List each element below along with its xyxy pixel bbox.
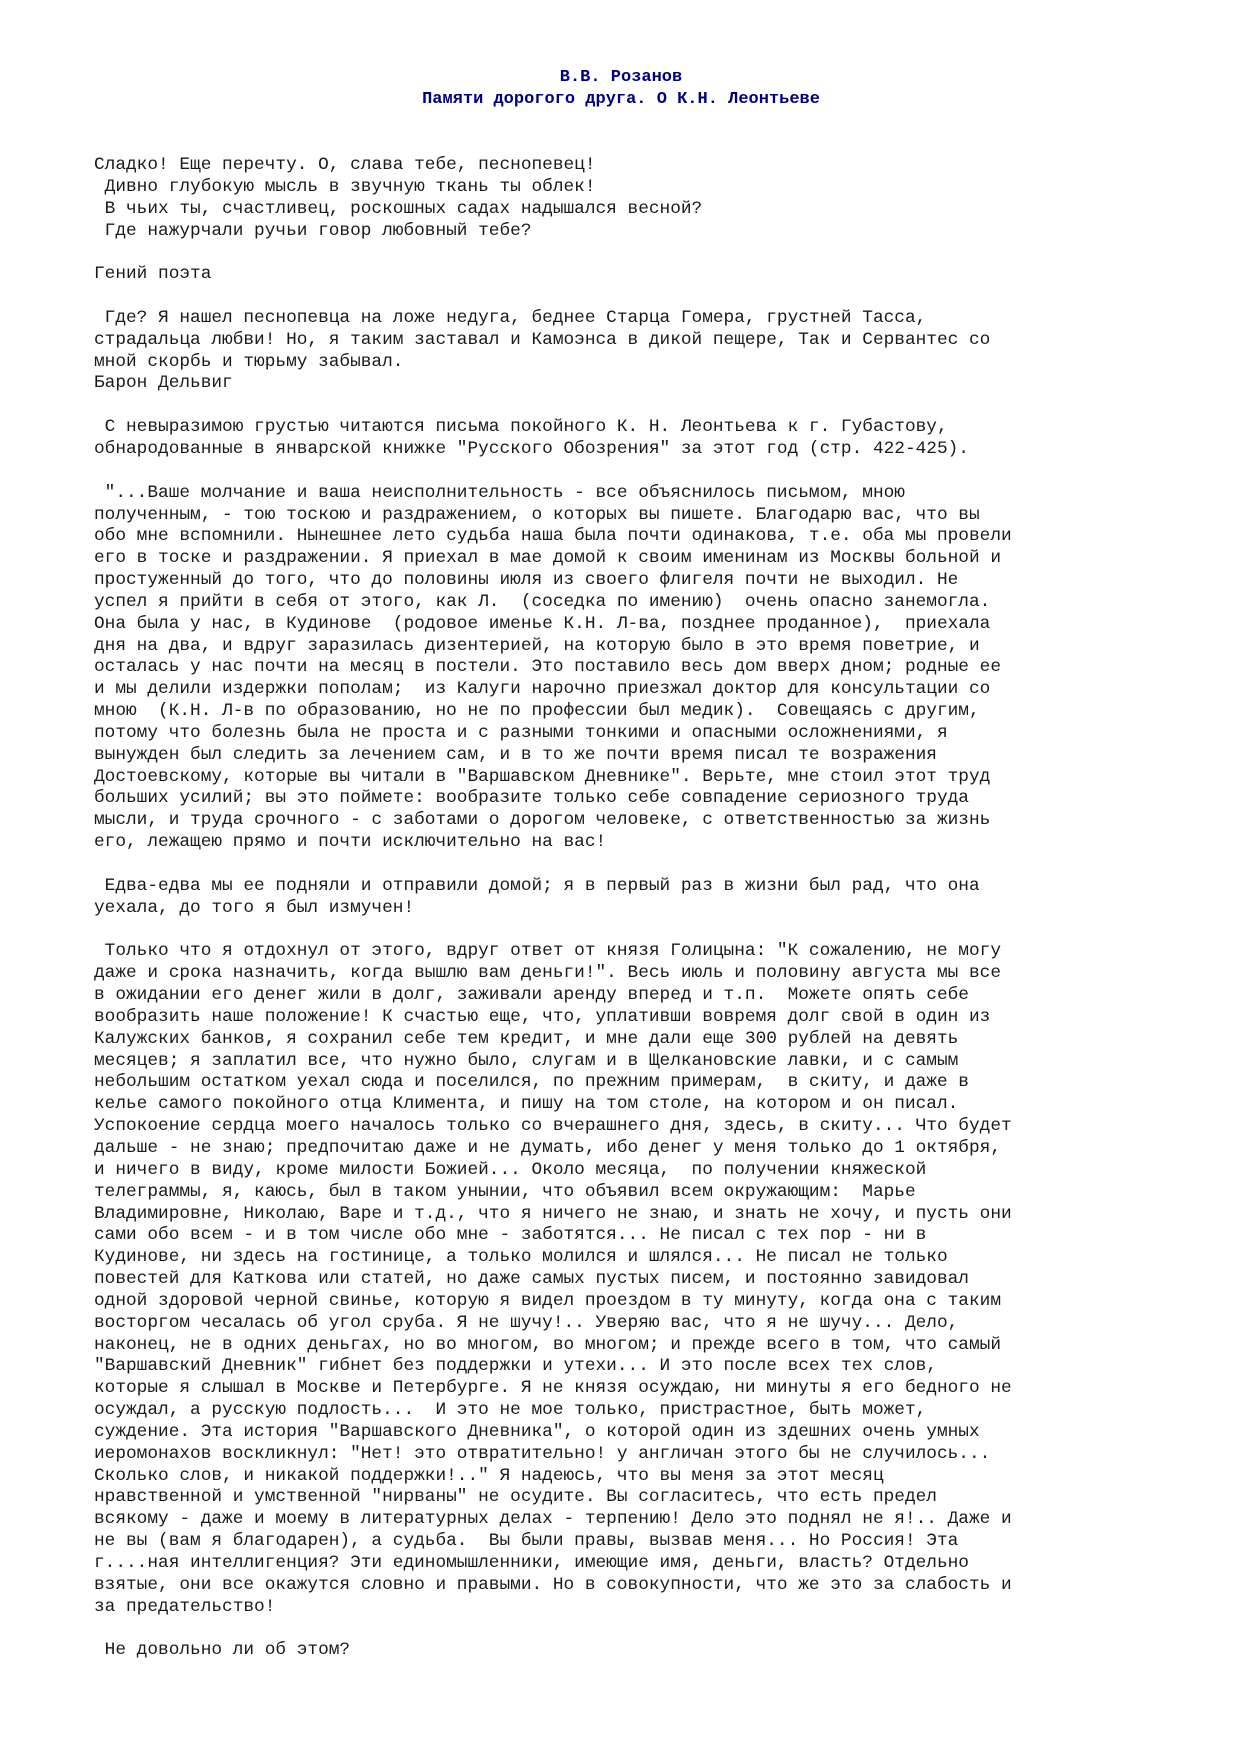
text-line: всякому - даже и моему в литературных делах - терпению! Дело это поднял не я!.. Даже и [94, 1509, 1012, 1530]
paragraph [94, 417, 1214, 461]
paragraph [94, 155, 1214, 242]
text-line: мной скорбь и тюрьму забывал. [94, 351, 404, 372]
text-line: телеграммы, я, каюсь, был в таком унынии, что объявил всем окружающим: Марье [94, 1181, 916, 1202]
text-line: Едва-едва мы ее подняли и отправили домой; я в первый раз в жизни был рад, что она [94, 875, 980, 896]
text-line: одной здоровой черной свинье, которую я видел проездом в ту минуту, когда она с таким [94, 1290, 1001, 1311]
text-line: больших усилий; вы это поймете: вообразите только себе совпадение сериозного труда [94, 788, 969, 809]
text-line: полученным, - тою тоскою и раздражением, о которых вы пишете. Благодарю вас, что вы [94, 504, 980, 525]
text-line: Успокоение сердца моего началось только со вчерашнего дня, здесь, в скиту... Что будет [94, 1116, 1012, 1137]
text-line: осталась у нас почти на месяц в постели. Это поставило весь дом вверх дном; родные ее [94, 657, 1001, 678]
text-line: "Варшавский Дневник" гибнет без поддержки и утехи... И это после всех тех слов, [94, 1356, 937, 1377]
text-line: потому что болезнь была не проста и с разными тонкими и опасными осложнениями, я [94, 722, 948, 743]
text-line: его, лежащею прямо и почти исключительно на вас! [94, 832, 607, 853]
text-line: Сколько слов, и никакой поддержки!.." Я надеюсь, что вы меня за этот месяц [94, 1465, 884, 1486]
document-body [94, 155, 1214, 1684]
text-line: сами обо всем - и в том числе обо мне - заботятся... Не писал с тех пор - ни в [94, 1225, 927, 1246]
text-line: мысли, и труда срочного - с заботами о дорогом человеке, с ответственностью за жизнь [94, 810, 991, 831]
text-line: обнародованные в январской книжке "Русского Обозрения" за этот год (стр. 422-425). [94, 438, 969, 459]
paragraph [94, 941, 1214, 1618]
text-line: вообразить наше положение! К счастью еще, что, уплативши вовремя долг свой в один из [94, 1006, 991, 1027]
text-line: осуждал, а русскую подлость... И это не мое только, пристрастное, быть может, [94, 1400, 927, 1421]
text-line: Не довольно ли об этом? [94, 1640, 351, 1661]
text-line: Она была у нас, в Кудинове (родовое именье К.Н. Л-ва, позднее проданное), приехала [94, 613, 991, 634]
text-line: Где? Я нашел песнопевца на ложе недуга, беднее Старца Гомера, грустней Тасса, [94, 307, 927, 328]
text-line: его в тоске и раздражении. Я приехал в мае домой к своим именинам из Москвы больной и [94, 548, 1001, 569]
paragraph [94, 264, 1214, 286]
text-line: мною (К.Н. Л-в по образованию, но не по профессии был медик). Совещаясь с другим, [94, 701, 980, 722]
text-line: восторгом чесалась об угол сруба. Я не шучу!.. Уверяю вас, что я не шучу... Дело, [94, 1312, 959, 1333]
text-line: иеромонахов воскликнул: "Нет! это отвратительно! у англичан этого бы не случилось... [94, 1443, 991, 1464]
text-line: Где нажурчали ручьи говор любовный тебе? [94, 220, 532, 241]
text-line: Барон Дельвиг [94, 373, 233, 394]
text-line: успел я прийти в себя от этого, как Л. (соседка по имению) очень опасно занемогла. [94, 591, 991, 612]
text-line: дальше - не знаю; предпочитаю даже и не думать, ибо денег у меня только до 1 октября, [94, 1137, 1001, 1158]
text-line: Калужских банков, я сохранил себе тем кредит, и мне дали еще 300 рублей на девять [94, 1028, 959, 1049]
text-line: В чьих ты, счастливец, роскошных садах надышался весной? [94, 198, 703, 219]
text-line: Кудинове, ни здесь на гостинице, а только молился и шлялся... Не писал не только [94, 1247, 948, 1268]
text-line: обо мне вспомнили. Нынешнее лето судьба наша была почти одинакова, т.е. оба мы провели [94, 526, 1012, 547]
paragraph [94, 876, 1214, 920]
text-line: Дивно глубокую мысль в звучную ткань ты облек! [94, 176, 596, 197]
text-line: наконец, не в одних деньгах, но во многом, во многом; и прежде всего в том, что самый [94, 1334, 1001, 1355]
text-line: небольшим остатком уехал сюда и поселился, по прежним примерам, в скиту, и даже в [94, 1072, 969, 1093]
text-line: "...Ваше молчание и ваша неисполнительность - все объяснилось письмом, мною [94, 482, 905, 503]
text-line: страдальца любви! Но, я таким заставал и Камоэнса в дикой пещере, Так и Сервантес со [94, 329, 991, 350]
text-line: дня на два, и вдруг заразилась дизентерией, на которую было в это время поветрие, и [94, 635, 980, 656]
text-line: в ожидании его денег жили в долг, заживали аренду вперед и т.п. Можете опять себе [94, 985, 969, 1006]
text-line: г....ная интеллигенция? Эти единомышленники, имеющие имя, деньги, власть? Отдельно [94, 1553, 969, 1573]
paragraph [94, 483, 1214, 854]
text-line: уехала, до того я был измучен! [94, 897, 415, 918]
text-line: нравственной и умственной "нирваны" не осудите. Вы согласитесь, что есть предел [94, 1487, 937, 1508]
text-line: С невыразимою грустью читаются письма покойного К. Н. Леонтьева к г. Губастову, [94, 417, 948, 438]
text-line: Гений поэта [94, 264, 212, 285]
text-line: которые я слышал в Москве и Петербурге. Я не князя осуждаю, ни минуты я его бедного не [94, 1378, 1012, 1399]
text-line: суждение. Эта история "Варшавского Дневника", о которой один из здешних очень умных [94, 1421, 980, 1442]
text-line: взятые, они все окажутся словно и правыми. Но в совокупности, что же это за слабость и [94, 1574, 1012, 1595]
author-heading: В.В. Розанов [559, 68, 683, 87]
text-line: и ничего в виду, кроме милости Божией... Около месяца, по получении княжеской [94, 1159, 927, 1180]
text-line: повестей для Каткова или статей, но даже самых пустых писем, и постоянно завидовал [94, 1269, 969, 1290]
text-line: Владимировне, Николаю, Варе и т.д., что я ничего не знаю, и знать не хочу, и пусть они [94, 1203, 1012, 1224]
text-line: Только что я отдохнул от этого, вдруг ответ от князя Голицына: "К сожалению, не могу [94, 941, 1001, 962]
text-line: Достоевскому, которые вы читали в "Варшавском Дневнике". Верьте, мне стоил этот труд [94, 766, 991, 787]
text-line: за предательство! [94, 1596, 276, 1617]
text-line: и мы делили издержки пополам; из Калуги нарочно приезжал доктор для консультации со [94, 679, 991, 700]
text-line: простуженный до того, что до половины июля из своего флигеля почти не выходил. Не [94, 570, 959, 591]
paragraph [94, 308, 1214, 395]
text-line: Сладко! Еще перечту. О, слава тебе, песнопевец! [94, 155, 596, 175]
article-title: Памяти дорогого друга. О К.Н. Леонтьеве [422, 90, 820, 109]
text-line: не вы (вам я благодарен), а судьба. Вы были правы, вызвав меня... Но Россия! Эта [94, 1531, 959, 1552]
text-line: даже и срока назначить, когда вышлю вам деньги!". Весь июль и половину августа мы все [94, 963, 1001, 984]
text-line: вынужден был следить за лечением сам, и в то же почти время писал те возражения [94, 744, 937, 765]
paragraph [94, 1640, 1214, 1662]
text-line: келье самого покойного отца Климента, и пишу на том столе, на котором и он писал. [94, 1094, 959, 1115]
text-line: месяцев; я заплатил все, что нужно было, слугам и в Щелкановские лавки, и с самым [94, 1050, 959, 1071]
